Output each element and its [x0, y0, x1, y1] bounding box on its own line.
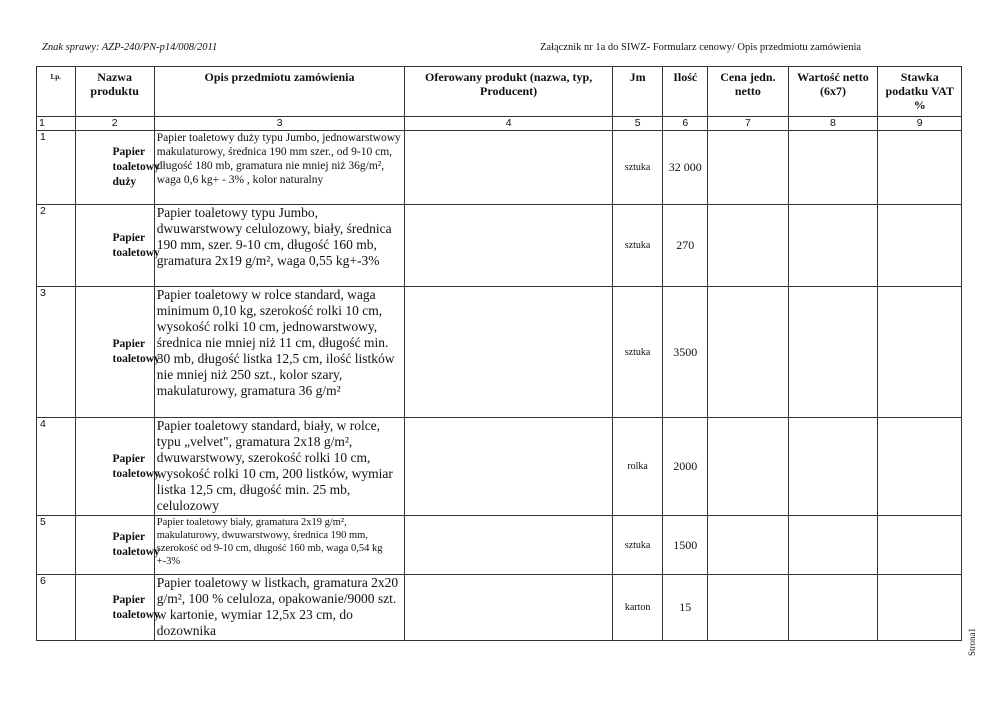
unit-price-cell[interactable] — [708, 287, 788, 418]
header-row — [37, 67, 962, 117]
vat-rate-cell[interactable] — [878, 131, 962, 205]
unit-price-cell[interactable] — [708, 131, 788, 205]
net-value-cell[interactable] — [788, 516, 878, 575]
col-number: 1 — [37, 117, 76, 131]
product-name: Papier toaletowy — [75, 205, 154, 287]
product-description: Papier toaletowy biały, gramatura 2x19 g/m², makulaturowy, dwuwarstwowy, średnica 190 mm, szerokość od 9-10 cm, długość 160 mb, waga 0,54 kg +-3% — [154, 516, 405, 575]
net-value-cell[interactable] — [788, 131, 878, 205]
vat-rate-cell[interactable] — [878, 516, 962, 575]
unit-of-measure: rolka — [612, 418, 662, 516]
product-description: Papier toaletowy typu Jumbo, dwuwarstwowy celulozowy, biały, średnica 190 mm, szer. 9-10 cm, długość 160 mb, gramatura 2x19 g/m², waga 0,55 kg+-3% — [154, 205, 405, 287]
row-lp: 4 — [37, 418, 76, 516]
product-name: Papier toaletowy — [75, 516, 154, 575]
quantity: 1500 — [663, 516, 708, 575]
col-number: 4 — [405, 117, 613, 131]
unit-of-measure: sztuka — [612, 205, 662, 287]
col-number: 6 — [663, 117, 708, 131]
col-number: 8 — [788, 117, 878, 131]
col-jm-header: Jm — [612, 67, 662, 117]
col-vat-header: Stawka podatku VAT % — [878, 67, 962, 117]
offered-product-cell[interactable] — [405, 516, 613, 575]
unit-price-cell[interactable] — [708, 575, 788, 641]
table-row — [37, 131, 962, 205]
col-lp-header: Lp. — [37, 67, 76, 117]
net-value-cell[interactable] — [788, 575, 878, 641]
product-name: Papier toaletowy — [75, 418, 154, 516]
row-lp: 2 — [37, 205, 76, 287]
product-description: Papier toaletowy standard, biały, w rolce, typu „velvet", gramatura 2x18 g/m², dwuwarstwowy, szerokość rolki 10 cm, wysokość rolki 10 cm, 200 listków, wymiar listka 12,5 cm, długość min. 25 mb, celulozowy — [154, 418, 405, 516]
col-name-header: Nazwa produktu — [75, 67, 154, 117]
vat-rate-cell[interactable] — [878, 418, 962, 516]
col-number: 9 — [878, 117, 962, 131]
unit-price-cell[interactable] — [708, 516, 788, 575]
unit-of-measure: sztuka — [612, 516, 662, 575]
vat-rate-cell[interactable] — [878, 205, 962, 287]
net-value-cell[interactable] — [788, 205, 878, 287]
col-qty-header: Ilość — [663, 67, 708, 117]
col-number: 5 — [612, 117, 662, 131]
product-name: Papier toaletowy duży — [75, 131, 154, 205]
unit-of-measure: karton — [612, 575, 662, 641]
table-row — [37, 516, 962, 575]
product-name: Papier toaletowy — [75, 287, 154, 418]
unit-of-measure: sztuka — [612, 287, 662, 418]
attachment-title: Załącznik nr 1a do SIWZ- Formularz cenowy/ Opis przedmiotu zamówienia — [540, 42, 862, 53]
col-net-value-header: Wartość netto (6x7) — [788, 67, 878, 117]
product-description: Papier toaletowy w rolce standard, waga minimum 0,10 kg, szerokość rolki 10 cm, wysokość rolki 10 cm, jednowarstwowy, średnica nie mniej niż 11 cm, długość min. 30 mb, długość listka 12,5 cm, ilość listków nie mniej niż 250 szt., kolor szary, makulaturowy, gramatura 36 g/m² — [154, 287, 405, 418]
offered-product-cell[interactable] — [405, 131, 613, 205]
price-form-table — [36, 66, 962, 641]
row-lp: 3 — [37, 287, 76, 418]
net-value-cell[interactable] — [788, 418, 878, 516]
quantity: 3500 — [663, 287, 708, 418]
case-reference: Znak sprawy: AZP-240/PN-p14/008/2011 — [42, 42, 218, 53]
offered-product-cell[interactable] — [405, 287, 613, 418]
product-name: Papier toaletowy — [75, 575, 154, 641]
col-number: 3 — [154, 117, 405, 131]
quantity: 15 — [663, 575, 708, 641]
col-number: 7 — [708, 117, 788, 131]
offered-product-cell[interactable] — [405, 205, 613, 287]
column-number-row — [37, 117, 962, 131]
col-unit-price-header: Cena jedn. netto — [708, 67, 788, 117]
row-lp: 6 — [37, 575, 76, 641]
unit-price-cell[interactable] — [708, 205, 788, 287]
col-number: 2 — [75, 117, 154, 131]
vat-rate-cell[interactable] — [878, 575, 962, 641]
row-lp: 1 — [37, 131, 76, 205]
table-row — [37, 205, 962, 287]
quantity: 32 000 — [663, 131, 708, 205]
col-offered-header: Oferowany produkt (nazwa, typ, Producent) — [405, 67, 613, 117]
unit-price-cell[interactable] — [708, 418, 788, 516]
unit-of-measure: sztuka — [612, 131, 662, 205]
table-row — [37, 575, 962, 641]
row-lp: 5 — [37, 516, 76, 575]
vat-rate-cell[interactable] — [878, 287, 962, 418]
quantity: 2000 — [663, 418, 708, 516]
page-side-label: Strona1 — [967, 628, 977, 656]
net-value-cell[interactable] — [788, 287, 878, 418]
offered-product-cell[interactable] — [405, 418, 613, 516]
col-description-header: Opis przedmiotu zamówienia — [154, 67, 405, 117]
product-description: Papier toaletowy w listkach, gramatura 2x20 g/m², 100 % celuloza, opakowanie/9000 szt. w kartonie, wymiar 12,5x 23 cm, do dozownika — [154, 575, 405, 641]
table-row — [37, 287, 962, 418]
product-description: Papier toaletowy duży typu Jumbo, jednowarstwowy makulaturowy, średnica 190 mm szer., od 9-10 cm, długość 180 mb, gramatura nie mniej niż 36g/m², waga 0,6 kg+ - 3% , kolor naturalny — [154, 131, 405, 205]
offered-product-cell[interactable] — [405, 575, 613, 641]
table-row — [37, 418, 962, 516]
quantity: 270 — [663, 205, 708, 287]
